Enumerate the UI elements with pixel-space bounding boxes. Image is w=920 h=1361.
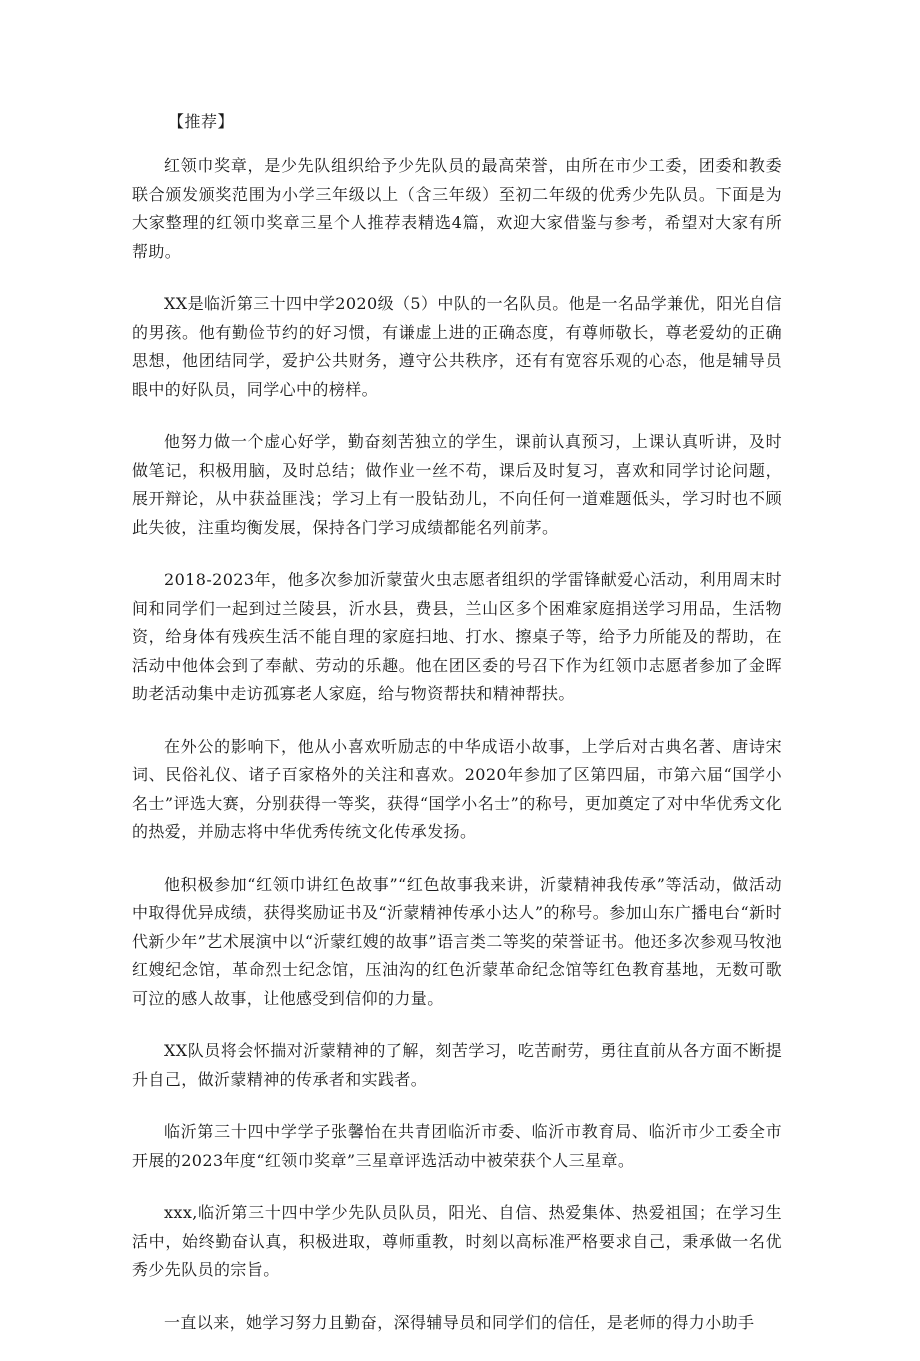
- body-paragraph: XX队员将会怀揣对沂蒙精神的了解，刻苦学习，吃苦耐劳，勇往直前从各方面不断提升自己，做沂蒙精神的传承者和实践者。: [132, 1041, 782, 1089]
- body-paragraph: 临沂第三十四中学学子张馨怡在共青团临沂市委、临沂市教育局、临沂市少工委全市开展的2023年度“红领巾奖章”三星章评选活动中被荣获个人三星章。: [132, 1122, 782, 1170]
- intro-paragraph: 红领巾奖章，是少先队组织给予少先队员的最高荣誉，由所在市少工委，团委和教委联合颁发颁奖范围为小学三年级以上（含三年级）至初二年级的优秀少先队员。下面是为大家整理的红领巾奖章三星个人推荐表精选4篇，欢迎大家借鉴与参考，希望对大家有所帮助。: [132, 156, 782, 261]
- document-page: [132, 108, 782, 1361]
- body-paragraph: 在外公的影响下，他从小喜欢听励志的中华成语小故事，上学后对古典名著、唐诗宋词、民俗礼仪、诸子百家格外的关注和喜欢。2020年参加了区第四届，市第六届“国学小名士”评选大赛，分别获得一等奖，获得“国学小名士”的称号，更加奠定了对中华优秀文化的热爱，并励志将中华优秀传统文化传承发扬。: [132, 736, 782, 841]
- body-paragraph: xxx,临沂第三十四中学少先队员队员，阳光、自信、热爱集体、热爱祖国；在学习生活中，始终勤奋认真，积极进取，尊师重教，时刻以高标准严格要求自己，秉承做一名优秀少先队员的宗旨。: [132, 1203, 782, 1279]
- body-paragraph: 2018-2023年，他多次参加沂蒙萤火虫志愿者组织的学雷锋献爱心活动，利用周末时间和同学们一起到过兰陵县，沂水县，费县，兰山区多个困难家庭捐送学习用品，生活物资，给身体有残疾生活不能自理的家庭扫地、打水、擦桌子等，给予力所能及的帮助，在活动中他体会到了奉献、劳动的乐趣。他在团区委的号召下作为红领巾志愿者参加了金晖助老活动集中走访孤寡老人家庭，给与物资帮扶和精神帮扶。: [132, 570, 782, 703]
- body-paragraph: 一直以来，她学习努力且勤奋，深得辅导员和同学们的信任，是老师的得力小助手: [164, 1312, 755, 1332]
- body-paragraph: 他努力做一个虚心好学，勤奋刻苦独立的学生，课前认真预习，上课认真听讲，及时做笔记，积极用脑，及时总结；做作业一丝不苟，课后及时复习，喜欢和同学讨论问题，展开辩论，从中获益匪浅；学习上有一股钻劲儿，不向任何一道难题低头，学习时也不顾此失彼，注重均衡发展，保持各门学习成绩都能名列前茅。: [132, 432, 782, 537]
- body-paragraph: XX是临沂第三十四中学2020级（5）中队的一名队员。他是一名品学兼优，阳光自信的男孩。他有勤俭节约的好习惯，有谦虚上进的正确态度，有尊师敬长，尊老爱幼的正确思想，他团结同学，爱护公共财务，遵守公共秩序，还有有宽容乐观的心态，他是辅导员眼中的好队员，同学心中的榜样。: [132, 294, 782, 399]
- recommend-heading: 【推荐】: [168, 112, 235, 131]
- body-paragraph: 他积极参加“红领巾讲红色故事”“红色故事我来讲，沂蒙精神我传承”等活动，做活动中取得优异成绩，获得奖励证书及“沂蒙精神传承小达人”的称号。参加山东广播电台“新时代新少年”艺术展演中以“沂蒙红嫂的故事”语言类二等奖的荣誉证书。他还多次参观马牧池红嫂纪念馆，革命烈士纪念馆，压油沟的红色沂蒙革命纪念馆等红色教育基地，无数可歌可泣的感人故事，让他感受到信仰的力量。: [132, 874, 782, 1008]
